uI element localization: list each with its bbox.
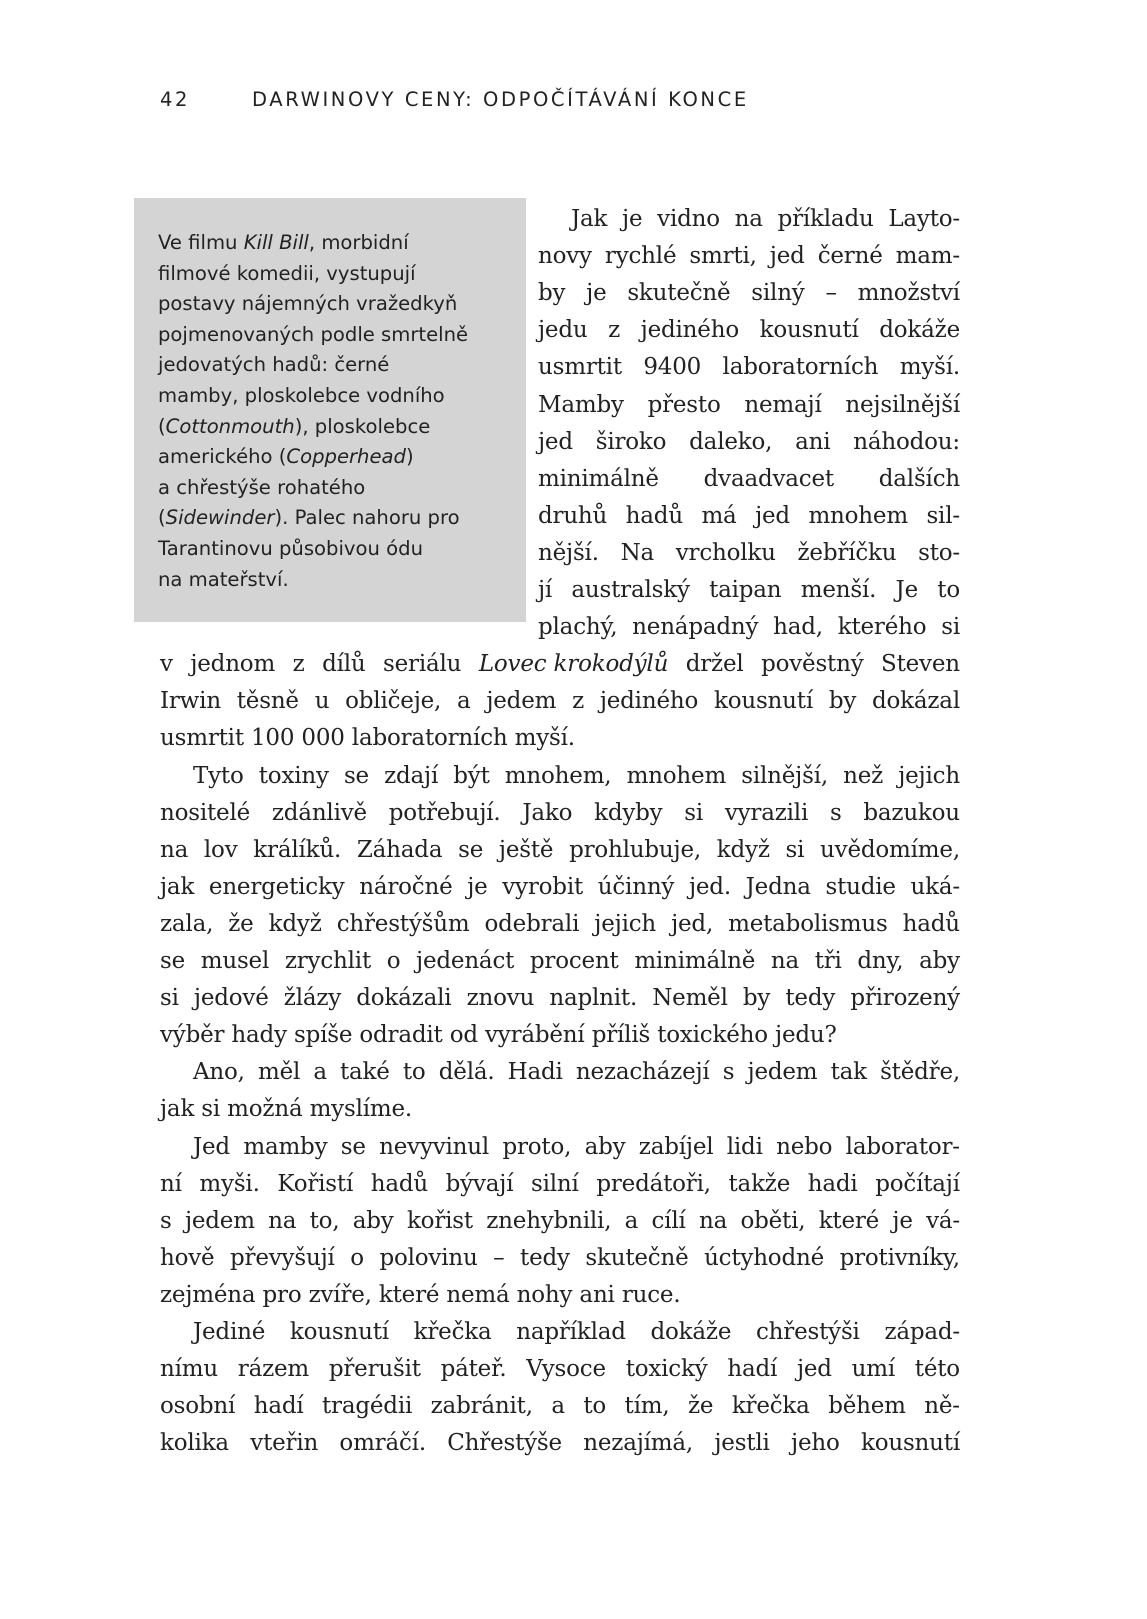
word: sil-	[926, 502, 960, 529]
word: kdyby	[594, 799, 663, 826]
word: oběti,	[740, 1207, 806, 1234]
text-line	[538, 608, 960, 646]
word: aby	[584, 1133, 626, 1160]
word: nímu	[160, 1356, 218, 1383]
word: štědře,	[880, 1059, 960, 1086]
word: dokáže	[650, 1319, 732, 1345]
word: že	[687, 1393, 714, 1420]
sidebar-line: (Sidewinder). Palec nahoru pro	[158, 506, 460, 530]
word: tři	[814, 948, 842, 974]
word: kousnutí	[713, 688, 813, 715]
word: držel	[685, 651, 744, 678]
word: by	[538, 280, 566, 307]
word: lov	[203, 836, 238, 863]
word: jed.	[688, 873, 731, 900]
word: se	[160, 948, 186, 974]
word: bývají	[445, 1170, 514, 1197]
italic-text: Kill Bill	[243, 231, 309, 254]
italic-text: Cottonmouth	[165, 414, 295, 438]
text-line	[538, 237, 960, 275]
word: než	[843, 762, 884, 789]
word: ani	[795, 428, 831, 455]
text-line	[193, 1313, 960, 1351]
word: dalších	[878, 465, 960, 492]
word: na	[268, 1207, 297, 1234]
word: u	[314, 688, 330, 715]
word: náhodou:	[853, 428, 960, 455]
word: jed	[538, 428, 573, 455]
word: jedové	[193, 985, 269, 1012]
word: je	[467, 873, 488, 900]
word: s	[829, 799, 842, 826]
word: kořist	[406, 1207, 473, 1234]
word: proto,	[502, 1133, 572, 1160]
word: rychlé	[604, 243, 677, 270]
word: laboratorních	[722, 354, 879, 381]
word: hadí	[253, 1393, 304, 1420]
text-line: zejména pro zvíře, které nemá nohy ani ruce.	[160, 1281, 681, 1308]
text-line	[160, 1239, 960, 1277]
word: Kořistí	[277, 1170, 354, 1197]
word: kousnutí	[759, 317, 859, 344]
word: silní	[531, 1170, 579, 1197]
word: o	[386, 948, 401, 974]
text-line	[538, 571, 960, 609]
word: kousnutí	[860, 1430, 960, 1457]
word: nezacházejí	[575, 1059, 710, 1086]
sidebar-line: (Cottonmouth), ploskolebce	[158, 414, 431, 438]
word: vidno	[657, 206, 720, 232]
word: tedy	[785, 985, 836, 1012]
word: že	[228, 910, 254, 937]
word: přesto	[647, 391, 721, 418]
word: pověstný	[761, 651, 864, 678]
word: Lovec krokodýlů	[478, 651, 669, 678]
word: Na	[620, 539, 654, 566]
word: Mamby	[538, 391, 624, 418]
word: jí	[538, 577, 553, 603]
word: takže	[728, 1170, 791, 1197]
text-line	[160, 1424, 960, 1462]
word: jejich	[898, 762, 960, 789]
word: v	[160, 651, 173, 678]
word: jedenáct	[416, 948, 515, 974]
word: na	[160, 836, 189, 863]
word: Jedna	[745, 873, 811, 900]
word: si	[684, 799, 704, 826]
word: je	[586, 280, 607, 307]
text-line	[160, 979, 960, 1017]
word: si	[941, 614, 960, 641]
word: široko	[595, 428, 667, 455]
word: těsně	[236, 688, 299, 715]
word: osobní	[160, 1393, 236, 1420]
word: umí	[851, 1356, 895, 1383]
text-line	[193, 757, 960, 795]
word: Záhada	[356, 836, 443, 863]
word: kousnutí	[289, 1319, 389, 1345]
word: ještě	[498, 836, 554, 863]
word: hadů	[625, 502, 683, 529]
word: obličeje,	[345, 688, 442, 715]
word: nenápadný	[632, 614, 759, 641]
word: aby	[352, 1207, 394, 1234]
text-line	[160, 1202, 960, 1240]
word: je	[622, 206, 643, 232]
word: účinný	[597, 873, 675, 900]
word: náročné	[359, 873, 453, 900]
word: zrychlit	[284, 948, 371, 974]
word: nemají	[744, 391, 822, 418]
text-line	[160, 905, 960, 943]
sidebar-line: amerického (Copperhead)	[158, 445, 414, 469]
word: západ-	[884, 1319, 960, 1345]
word: dokáže	[879, 317, 960, 344]
word: protivníky,	[839, 1244, 960, 1271]
word: taipan	[709, 577, 782, 603]
word: se	[343, 762, 369, 789]
text-line	[538, 423, 960, 461]
word: také	[340, 1059, 390, 1086]
word: o	[350, 1244, 364, 1271]
word: zdánlivě	[271, 799, 367, 826]
sidebar-box	[134, 198, 526, 622]
text-line	[538, 386, 960, 424]
word: by	[742, 985, 771, 1012]
word: tedy	[520, 1244, 570, 1271]
word: jestli	[714, 1430, 770, 1457]
word: predátoři,	[596, 1170, 711, 1197]
word: Chřestýše	[447, 1430, 562, 1457]
word: na	[698, 1207, 728, 1234]
text-line	[538, 460, 960, 498]
word: a	[551, 1393, 565, 1420]
text-line	[538, 274, 960, 312]
word: jejich	[594, 910, 657, 937]
word: nositelé	[160, 799, 251, 826]
text-line: výběr hady spíše odradit od vyrábění příliš toxického jedu?	[160, 1022, 837, 1049]
word: hadí	[727, 1356, 778, 1383]
text-line	[160, 831, 960, 869]
word: uvědomíme,	[820, 836, 960, 863]
word: minimálně	[538, 465, 659, 492]
word: druhů	[538, 502, 608, 529]
word: dílů	[322, 651, 366, 678]
word: omráčí.	[339, 1430, 426, 1457]
sidebar-line: a chřestýše rohatého	[158, 475, 366, 499]
word: myši.	[199, 1170, 260, 1197]
word: vrcholku	[675, 539, 776, 566]
word: mam-	[895, 243, 960, 270]
word: jedem	[184, 1207, 255, 1234]
word: Vysoce	[526, 1356, 606, 1383]
word: s	[722, 1059, 735, 1086]
word: energeticky	[208, 873, 345, 900]
word: to,	[309, 1207, 340, 1234]
word: křečka	[413, 1319, 492, 1345]
word: Jako	[522, 799, 573, 826]
word: to	[937, 577, 960, 603]
word: prohlubuje,	[569, 836, 701, 863]
word: seriálu	[383, 651, 462, 678]
word: australský	[571, 577, 690, 603]
word: kterého	[837, 614, 927, 641]
word: Hadi	[507, 1059, 563, 1086]
text-line: jak si možná myslíme.	[160, 1096, 413, 1123]
word: zdají	[384, 762, 439, 789]
word: přerušit	[328, 1356, 421, 1383]
word: jed	[755, 502, 790, 529]
word: jed	[769, 243, 805, 270]
word: zabránit,	[430, 1393, 533, 1420]
word: silný	[751, 280, 805, 307]
word: skutečně	[585, 1244, 689, 1271]
text-line	[193, 1128, 960, 1166]
text-line	[160, 1387, 960, 1425]
word: Irwin	[160, 688, 221, 715]
word: mamby	[243, 1133, 328, 1160]
word: křečka	[731, 1393, 810, 1420]
word: menší.	[800, 577, 877, 603]
word: dělá.	[438, 1059, 495, 1086]
word: uká-	[910, 873, 960, 900]
word: jed,	[671, 910, 714, 937]
word: 9400	[643, 354, 702, 381]
word: silnější,	[741, 762, 828, 789]
text-line	[160, 942, 960, 980]
word: příkladu	[777, 206, 874, 232]
word: studie	[825, 873, 896, 900]
word: nevyvinul	[379, 1133, 490, 1160]
sidebar-line: na mateřství.	[158, 567, 289, 591]
word: chřestýši	[756, 1319, 860, 1345]
word: jedem	[486, 688, 557, 715]
word: tragédii	[322, 1393, 413, 1420]
word: by	[828, 688, 857, 715]
word: lidi	[726, 1133, 763, 1160]
word: nejsilnější	[845, 391, 960, 418]
text-line	[160, 794, 960, 832]
word: být	[453, 762, 490, 789]
sidebar-line: postavy nájemných vražedkyň	[158, 292, 458, 316]
word: procent	[529, 948, 619, 974]
word: to	[402, 1059, 426, 1086]
word: dny,	[857, 948, 904, 974]
word: počítají	[875, 1170, 960, 1197]
word: laborator-	[845, 1133, 960, 1160]
word: ně-	[924, 1393, 960, 1420]
word: to	[583, 1393, 607, 1420]
word: páteř.	[440, 1356, 507, 1383]
word: hadi	[807, 1170, 858, 1197]
word: a	[457, 688, 471, 715]
word: smrti,	[689, 243, 757, 270]
word: had,	[773, 614, 823, 641]
word: z	[292, 651, 305, 678]
sidebar-text	[158, 228, 498, 595]
word: skutečně	[627, 280, 731, 307]
text-line	[160, 682, 960, 720]
word: na	[734, 206, 763, 232]
word: jediného	[599, 688, 699, 715]
text-line: usmrtit 100 000 laboratorních myší.	[160, 725, 575, 752]
word: mnohem	[808, 502, 908, 529]
word: mnohem,	[504, 762, 612, 789]
word: minimálně	[634, 948, 756, 974]
word: když	[716, 836, 770, 863]
word: toxiny	[258, 762, 329, 789]
word: je	[892, 1207, 913, 1234]
word: plachý,	[538, 614, 618, 641]
word: –	[825, 280, 837, 307]
word: odebrali	[484, 910, 580, 937]
word: černé	[817, 243, 883, 270]
text-line	[571, 200, 960, 238]
word: metabolismus	[728, 910, 888, 937]
word: převyšují	[230, 1244, 335, 1271]
sidebar-line: mamby, ploskolebce vodního	[158, 383, 445, 407]
page-number: 42	[160, 88, 191, 111]
text-line	[160, 868, 960, 906]
word: na	[770, 948, 799, 974]
italic-text: Copperhead	[286, 445, 406, 469]
word: znovu	[466, 985, 535, 1012]
word: vyrazili	[724, 799, 809, 826]
word: sto-	[918, 539, 960, 566]
word: daleko,	[689, 428, 773, 455]
sidebar-line: jedovatých hadů: černé	[158, 353, 390, 377]
word: vyrobit	[502, 873, 584, 900]
word: ní	[160, 1170, 182, 1197]
running-header	[160, 88, 749, 111]
text-line	[538, 311, 960, 349]
word: hově	[160, 1244, 215, 1271]
word: polovinu	[379, 1244, 478, 1271]
word: Neměl	[652, 985, 728, 1012]
word: přirozený	[850, 985, 960, 1012]
text-line	[538, 534, 960, 572]
word: vá-	[926, 1207, 960, 1234]
running-title: DARWINOVY CENY: ODPOČÍTÁVÁNÍ KONCE	[252, 88, 749, 111]
word: tak	[830, 1059, 867, 1086]
sidebar-line: filmové komedii, vystupují	[158, 261, 416, 285]
sidebar-line: pojmenovaných podle smrtelně	[158, 322, 469, 346]
text-line	[538, 348, 960, 386]
word: které	[818, 1207, 880, 1234]
word: se	[458, 836, 484, 863]
word: s	[160, 1207, 172, 1234]
word: naplnit.	[549, 985, 638, 1012]
word: měl	[257, 1059, 301, 1086]
word: toxický	[625, 1356, 708, 1383]
word: jed	[796, 1356, 832, 1383]
word: jednom	[190, 651, 276, 678]
word: novy	[538, 243, 592, 270]
word: jedem	[747, 1059, 818, 1086]
word: zala,	[160, 910, 214, 937]
word: vteřin	[250, 1430, 319, 1457]
word: Layto-	[888, 206, 960, 232]
word: mnohem	[626, 762, 727, 789]
word: má	[701, 502, 737, 529]
word: když	[268, 910, 322, 937]
word: hadů	[370, 1170, 429, 1197]
word: z	[572, 688, 584, 715]
word: Steven	[881, 651, 960, 678]
word: nezajímá,	[583, 1430, 694, 1457]
sidebar-line: Ve filmu Kill Bill, morbidní	[158, 231, 409, 254]
word: kolika	[160, 1430, 229, 1457]
word: dokázal	[871, 688, 960, 715]
word: Je	[895, 577, 918, 603]
word: Jak	[571, 206, 608, 232]
word: myší.	[899, 354, 960, 381]
text-line	[193, 1053, 960, 1091]
word: musel	[200, 948, 270, 974]
word: rázem	[237, 1356, 310, 1383]
word: jeho	[791, 1430, 840, 1457]
sidebar-line: Tarantinovu působivou ódu	[158, 536, 423, 560]
word: bazukou	[863, 799, 960, 826]
word: Jed	[193, 1133, 230, 1160]
word: Jediné	[193, 1319, 266, 1345]
word: si	[785, 836, 805, 863]
word: si	[160, 985, 179, 1012]
word: množství	[857, 280, 960, 307]
word: hadů	[902, 910, 960, 937]
word: králíků.	[253, 836, 342, 863]
word: tím,	[624, 1393, 670, 1420]
word: úctyhodné	[704, 1244, 825, 1271]
word: se	[340, 1133, 366, 1160]
word: žlázy	[283, 985, 342, 1012]
word: během	[828, 1393, 906, 1420]
text-line	[160, 1350, 960, 1388]
text-line	[160, 1165, 960, 1203]
word: Tyto	[193, 762, 244, 789]
word: zabíjel	[638, 1133, 714, 1160]
word: chřestýšům	[336, 910, 470, 937]
word: nebo	[776, 1133, 833, 1160]
word: Ano,	[193, 1059, 245, 1086]
word: jak	[160, 873, 195, 900]
word: nější.	[538, 539, 599, 566]
word: žebříčku	[797, 539, 897, 566]
word: jediného	[640, 317, 739, 344]
word: potřebují.	[388, 799, 501, 826]
word: a	[313, 1059, 327, 1086]
word: znehybnili,	[486, 1207, 612, 1234]
word: dokázali	[356, 985, 452, 1012]
word: usmrtit	[538, 354, 622, 381]
word: z	[608, 317, 621, 344]
text-line	[538, 497, 960, 535]
word: –	[493, 1244, 505, 1271]
word: a	[624, 1207, 639, 1234]
text-line	[160, 645, 960, 683]
italic-text: Sidewinder	[165, 506, 275, 530]
word: jedu	[538, 317, 588, 344]
word: aby	[919, 948, 960, 974]
word: například	[516, 1319, 626, 1345]
word: cílí	[651, 1207, 686, 1234]
word: této	[914, 1356, 960, 1383]
word: dvaadvacet	[703, 465, 834, 492]
